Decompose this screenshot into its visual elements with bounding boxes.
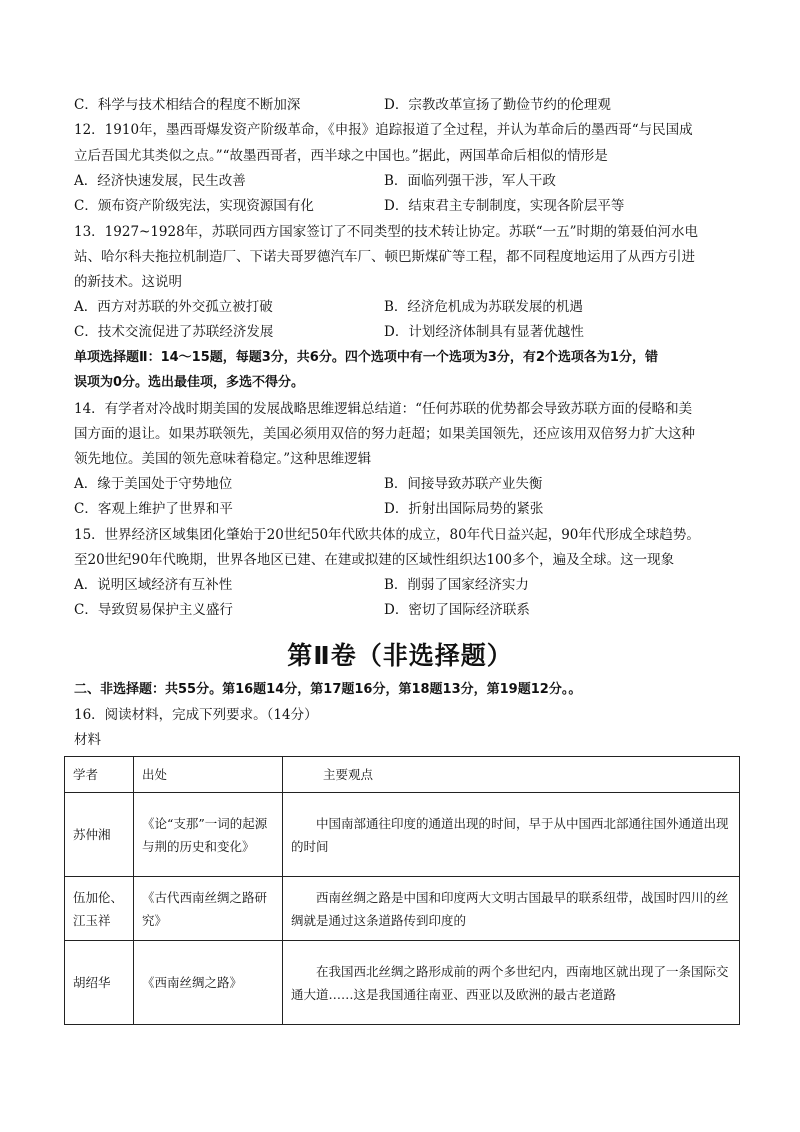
q16-stem: 16．阅读材料，完成下列要求。（14分） [74, 707, 318, 723]
q14-stem-line2: 国方面的退让。如果苏联领先，美国必须用双倍的努力赶超；如果美国领先，还应该用双倍努力扩大这种 [74, 426, 695, 442]
table-row [65, 877, 740, 941]
q13-stem-line3: 的新技术。这说明 [74, 274, 182, 290]
q12-option-d: D．结束君主专制制度，实现各阶层平等 [384, 198, 625, 214]
table-row [65, 941, 740, 1025]
q15-option-b: B．削弱了国家经济实力 [384, 577, 529, 593]
q12-stem-line2: 立后吾国尤其类似之点。”“故墨西哥者，西半球之中国也。”据此，两国革命后相似的情形是 [74, 148, 608, 164]
q12-option-a: A．经济快速发展，民生改善 [74, 173, 246, 189]
q13-stem-line2: 站、哈尔科夫拖拉机制造厂、下诺夫哥罗德汽车厂、顿巴斯煤矿等工程，都不同程度地运用了从西方引进 [74, 249, 695, 265]
q14-option-c: C．客观上维护了世界和平 [74, 501, 233, 517]
q15-option-d: D．密切了国际经济联系 [384, 602, 530, 618]
q11-option-c: C．科学与技术相结合的程度不断加深 [74, 97, 301, 113]
cell-view: 西南丝绸之路是中国和印度两大文明古国最早的联系纽带，战国时四川的丝绸就是通过这条道路传到印度的 [291, 889, 729, 928]
cell-source: 《西南丝绸之路》 [142, 975, 243, 990]
q15-option-a: A．说明区域经济有互补性 [74, 577, 233, 593]
table-row [65, 793, 740, 877]
cell-view: 中国南部通往印度的通道出现的时间，早于从中国西北部通往国外通道出现的时间 [291, 815, 729, 854]
q11-option-d: D．宗教改革宣扬了勤俭节约的伦理观 [384, 97, 611, 113]
q12-option-b: B．面临列强干涉，军人干政 [384, 173, 556, 189]
part2-header: 二、非选择题：共55分。第16题14分，第17题16分，第18题13分，第19题12分。。 [74, 682, 582, 697]
material-label: 材料 [74, 732, 101, 748]
cell-source: 《古代西南丝绸之路研究》 [142, 889, 268, 928]
q14-option-d: D．折射出国际局势的紧张 [384, 501, 544, 517]
q14-option-b: B．间接导致苏联产业失衡 [384, 476, 543, 492]
cell-scholar: 伍加伦、江玉祥 [73, 889, 124, 928]
q13-option-d: D．计划经济体制具有显著优越性 [384, 324, 584, 340]
section2-instruction-line1: 单项选择题Ⅱ：14～15题，每题3分，共6分。四个选项中有一个选项为3分，有2个选项各为1分，错 [74, 350, 658, 365]
q13-stem-line1: 13．1927~1928年，苏联同西方国家签订了不同类型的技术转让协定。苏联“一五”时期的第聂伯河水电 [74, 224, 699, 240]
header-source: 出处 [142, 767, 168, 782]
q15-stem-line2: 至20世纪90年代晚期，世界各地区已建、在建或拟建的区域性组织达100多个，遍及全球。这一现象 [74, 552, 675, 568]
cell-scholar: 苏仲湘 [73, 827, 111, 842]
section2-instruction-line2: 误项为0分。选出最佳项，多选不得分。 [74, 375, 305, 390]
part2-title: 第Ⅱ卷（非选择题） [287, 641, 513, 670]
cell-source: 《论“支那”一词的起源与荆的历史和变化》 [142, 815, 268, 854]
cell-scholar: 胡绍华 [73, 975, 111, 990]
q12-option-c: C．颁布资产阶级宪法，实现资源国有化 [74, 198, 314, 214]
q15-option-c: C．导致贸易保护主义盛行 [74, 602, 233, 618]
q13-option-c: C．技术交流促进了苏联经济发展 [74, 324, 274, 340]
cell-view: 在我国西北丝绸之路形成前的两个多世纪内，西南地区就出现了一条国际交通大道……这是我国通往南亚、西亚以及欧洲的最古老道路 [291, 963, 729, 1002]
header-scholar: 学者 [73, 767, 99, 782]
q14-stem-line3: 领先地位。美国的领先意味着稳定。”这种思维逻辑 [74, 451, 372, 467]
q14-stem-line1: 14．有学者对冷战时期美国的发展战略思维逻辑总结道：“任何苏联的优势都会导致苏联方面的侵略和美 [74, 401, 693, 417]
header-view: 主要观点 [323, 767, 374, 782]
q13-option-b: B．经济危机成为苏联发展的机遇 [384, 299, 583, 315]
material-table [64, 756, 740, 1025]
q13-option-a: A．西方对苏联的外交孤立被打破 [74, 299, 273, 315]
table-header-row [65, 757, 740, 793]
q15-stem-line1: 15．世界经济区域集团化肇始于20世纪50年代欧共体的成立，80年代日益兴起，90年代形成全球趋势。 [74, 527, 700, 543]
q14-option-a: A．缘于美国处于守势地位 [74, 476, 233, 492]
q12-stem-line1: 12．1910年，墨西哥爆发资产阶级革命，《申报》追踪报道了全过程，并认为革命后的墨西哥“与民国成 [74, 122, 693, 138]
